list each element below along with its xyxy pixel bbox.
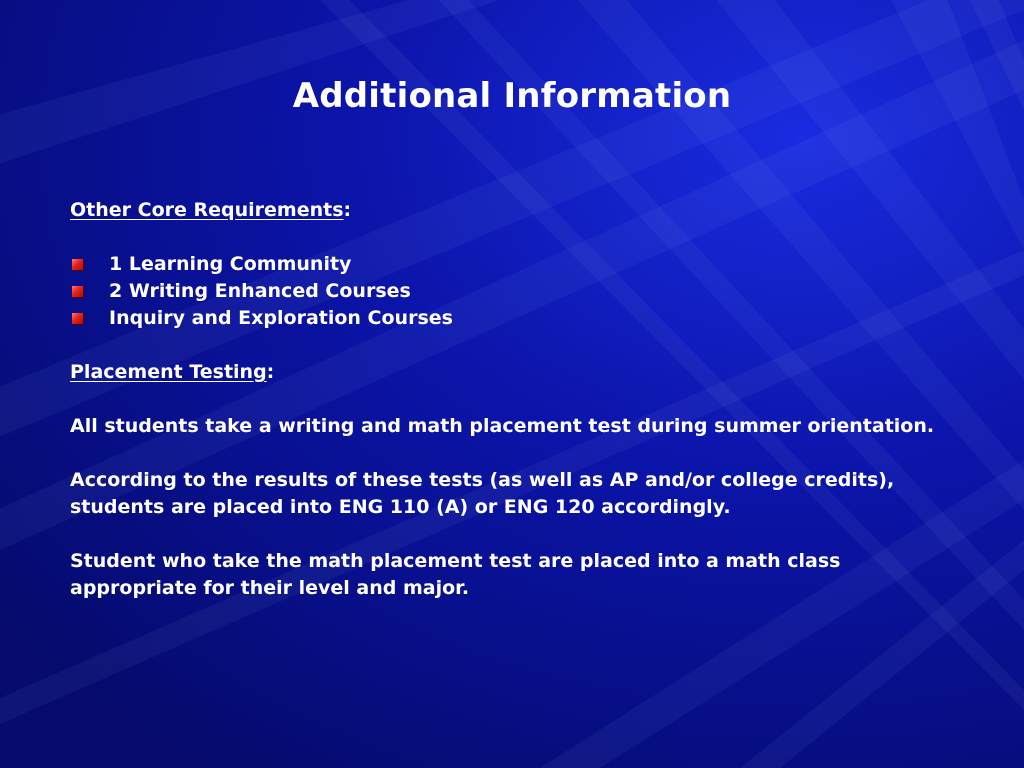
list-item-text: 2 Writing Enhanced Courses bbox=[109, 280, 411, 302]
placement-testing-heading bbox=[70, 359, 950, 386]
placement-paragraph-2: According to the results of these tests (as well as AP and/or college credits), students are placed into ENG 110 (A) or ENG 120 accordingly. bbox=[70, 469, 895, 518]
square-bullet-icon bbox=[72, 286, 83, 297]
list-item bbox=[70, 278, 950, 305]
placement-testing-heading-text: Placement Testing bbox=[70, 361, 267, 383]
list-item bbox=[70, 305, 950, 332]
placement-paragraph-3: Student who take the math placement test are placed into a math class appropriate for their level and major. bbox=[70, 550, 841, 599]
slide-title: Additional Information bbox=[292, 76, 732, 116]
slide-content bbox=[70, 197, 950, 602]
core-requirements-list bbox=[70, 251, 950, 332]
placement-testing-colon: : bbox=[266, 361, 275, 383]
square-bullet-icon bbox=[72, 259, 83, 270]
list-item-text: 1 Learning Community bbox=[109, 253, 352, 275]
core-requirements-heading-text: Other Core Requirements bbox=[70, 199, 344, 221]
core-requirements-colon: : bbox=[343, 199, 352, 221]
core-requirements-heading bbox=[70, 197, 950, 224]
list-item-text: Inquiry and Exploration Courses bbox=[109, 307, 453, 329]
placement-paragraph-1: All students take a writing and math placement test during summer orientation. bbox=[70, 415, 935, 437]
square-bullet-icon bbox=[72, 313, 83, 324]
list-item bbox=[70, 251, 950, 278]
